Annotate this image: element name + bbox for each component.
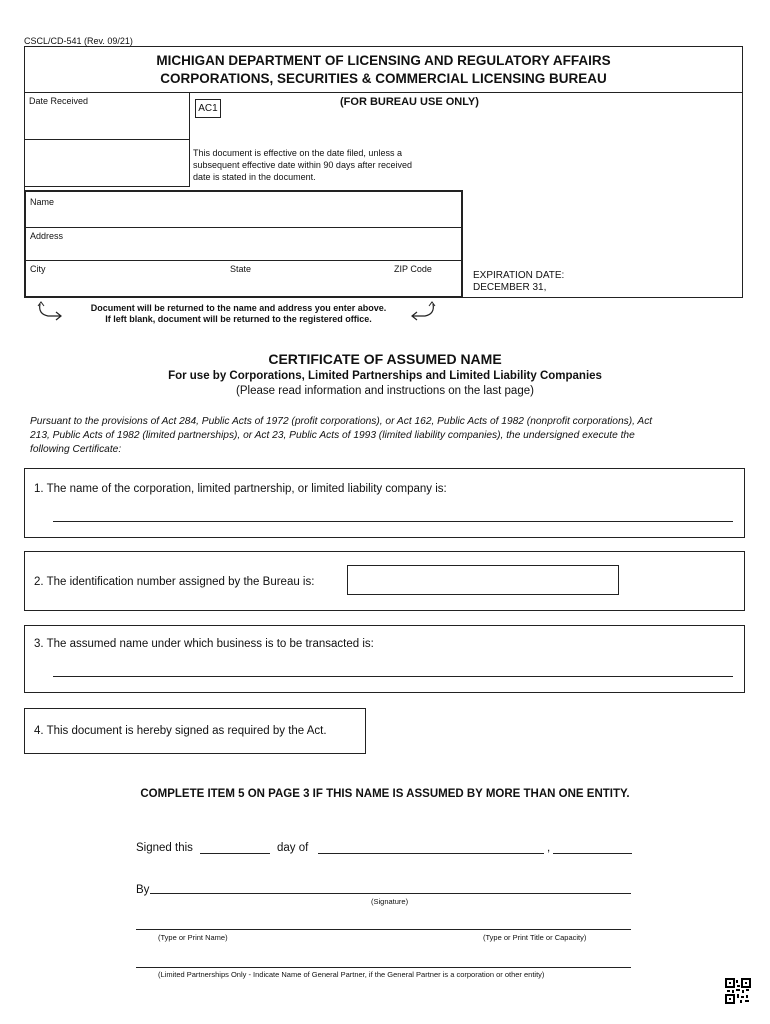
city-label: City	[30, 264, 46, 274]
item-1-box	[24, 468, 745, 538]
print-title-caption: (Type or Print Title or Capacity)	[483, 933, 587, 942]
comma: ,	[547, 842, 551, 854]
print-name-caption: (Type or Print Name)	[158, 933, 228, 942]
zip-input[interactable]	[394, 278, 454, 292]
signed-month-input[interactable]	[318, 840, 544, 852]
form-id: CSCL/CD-541 (Rev. 09/21)	[24, 36, 133, 46]
pursuant-text	[30, 415, 750, 457]
return-note	[66, 303, 411, 325]
address-label: Address	[30, 231, 64, 241]
blank-box	[24, 140, 190, 187]
pursuant-line-2: 213, Public Acts of 1982 (limited partnerships), or Act 23, Public Acts of 1993 (limited liability companies), the undersigned execute the	[30, 430, 635, 441]
header-box	[24, 46, 743, 93]
certificate-subtitle: For use by Corporations, Limited Partnerships and Limited Liability Companies	[168, 370, 602, 382]
entity-name-input[interactable]	[53, 507, 733, 521]
pursuant-line-3: following Certificate:	[30, 444, 122, 455]
item-3-label: 3. The assumed name under which business is to be transacted is:	[34, 638, 374, 650]
address-input[interactable]	[30, 243, 450, 257]
assumed-name-input[interactable]	[53, 662, 733, 676]
header-line-1: MICHIGAN DEPARTMENT OF LICENSING AND REGULATORY AFFAIRS	[156, 53, 611, 68]
expiration-date	[473, 270, 564, 294]
city-input[interactable]	[30, 278, 220, 292]
name-label: Name	[30, 197, 55, 207]
item-1-label: 1. The name of the corporation, limited partnership, or limited liability company is:	[34, 483, 447, 495]
signed-day-input[interactable]	[200, 840, 270, 852]
signed-year-input[interactable]	[553, 840, 632, 852]
name-input[interactable]	[30, 210, 450, 224]
header-line-2: CORPORATIONS, SECURITIES & COMMERCIAL LICENSING BUREAU	[160, 71, 607, 86]
effective-note	[193, 147, 412, 183]
signature-input[interactable]	[150, 880, 631, 892]
effective-note-line-2: subsequent effective date within 90 days after received	[193, 160, 412, 170]
item-4-label: 4. This document is hereby signed as required by the Act.	[34, 725, 327, 737]
by-label: By	[136, 884, 150, 896]
item-3-box	[24, 625, 745, 693]
item-2-box	[24, 551, 745, 611]
signature-caption: (Signature)	[371, 897, 409, 906]
return-arrow-left-icon	[36, 300, 66, 322]
general-partner-input[interactable]	[136, 953, 631, 965]
return-arrow-right-icon	[407, 300, 437, 322]
certificate-title: CERTIFICATE OF ASSUMED NAME	[268, 351, 502, 367]
lp-note: (Limited Partnerships Only - Indicate Name of General Partner, if the General Partner is a corporation or other entity)	[158, 970, 545, 979]
item-4-box	[24, 708, 366, 754]
day-of-label: day of	[277, 842, 309, 854]
complete-item-5-note: COMPLETE ITEM 5 ON PAGE 3 IF THIS NAME IS ASSUMED BY MORE THAN ONE ENTITY.	[140, 788, 630, 800]
return-note-line-2: If left blank, document will be returned to the registered office.	[105, 314, 372, 324]
effective-note-line-1: This document is effective on the date filed, unless a	[193, 148, 402, 158]
state-label: State	[230, 264, 252, 274]
certificate-note: (Please read information and instructions on the last page)	[236, 385, 534, 397]
qr-code-icon	[725, 978, 751, 1004]
effective-note-line-3: date is stated in the document.	[193, 172, 316, 182]
state-input[interactable]	[230, 278, 380, 292]
expiration-line-1: EXPIRATION DATE:	[473, 270, 565, 281]
date-received-box	[24, 93, 190, 140]
expiration-line-2: DECEMBER 31,	[473, 282, 547, 293]
bureau-use-only: (FOR BUREAU USE ONLY)	[340, 96, 479, 108]
item-2-label: 2. The identification number assigned by the Bureau is:	[34, 576, 315, 588]
print-name-input[interactable]	[136, 915, 631, 927]
ac-code: AC1	[195, 99, 221, 118]
signed-this-label: Signed this	[136, 842, 193, 854]
pursuant-line-1: Pursuant to the provisions of Act 284, Public Acts of 1972 (profit corporations), or Act 162, Public Acts of 1982 (nonprofit corporations), Act	[30, 416, 653, 427]
date-received-label: Date Received	[29, 96, 89, 106]
return-note-line-1: Document will be returned to the name and address you enter above.	[90, 303, 387, 313]
identification-number-input[interactable]	[347, 565, 619, 595]
zip-label: ZIP Code	[394, 264, 432, 274]
